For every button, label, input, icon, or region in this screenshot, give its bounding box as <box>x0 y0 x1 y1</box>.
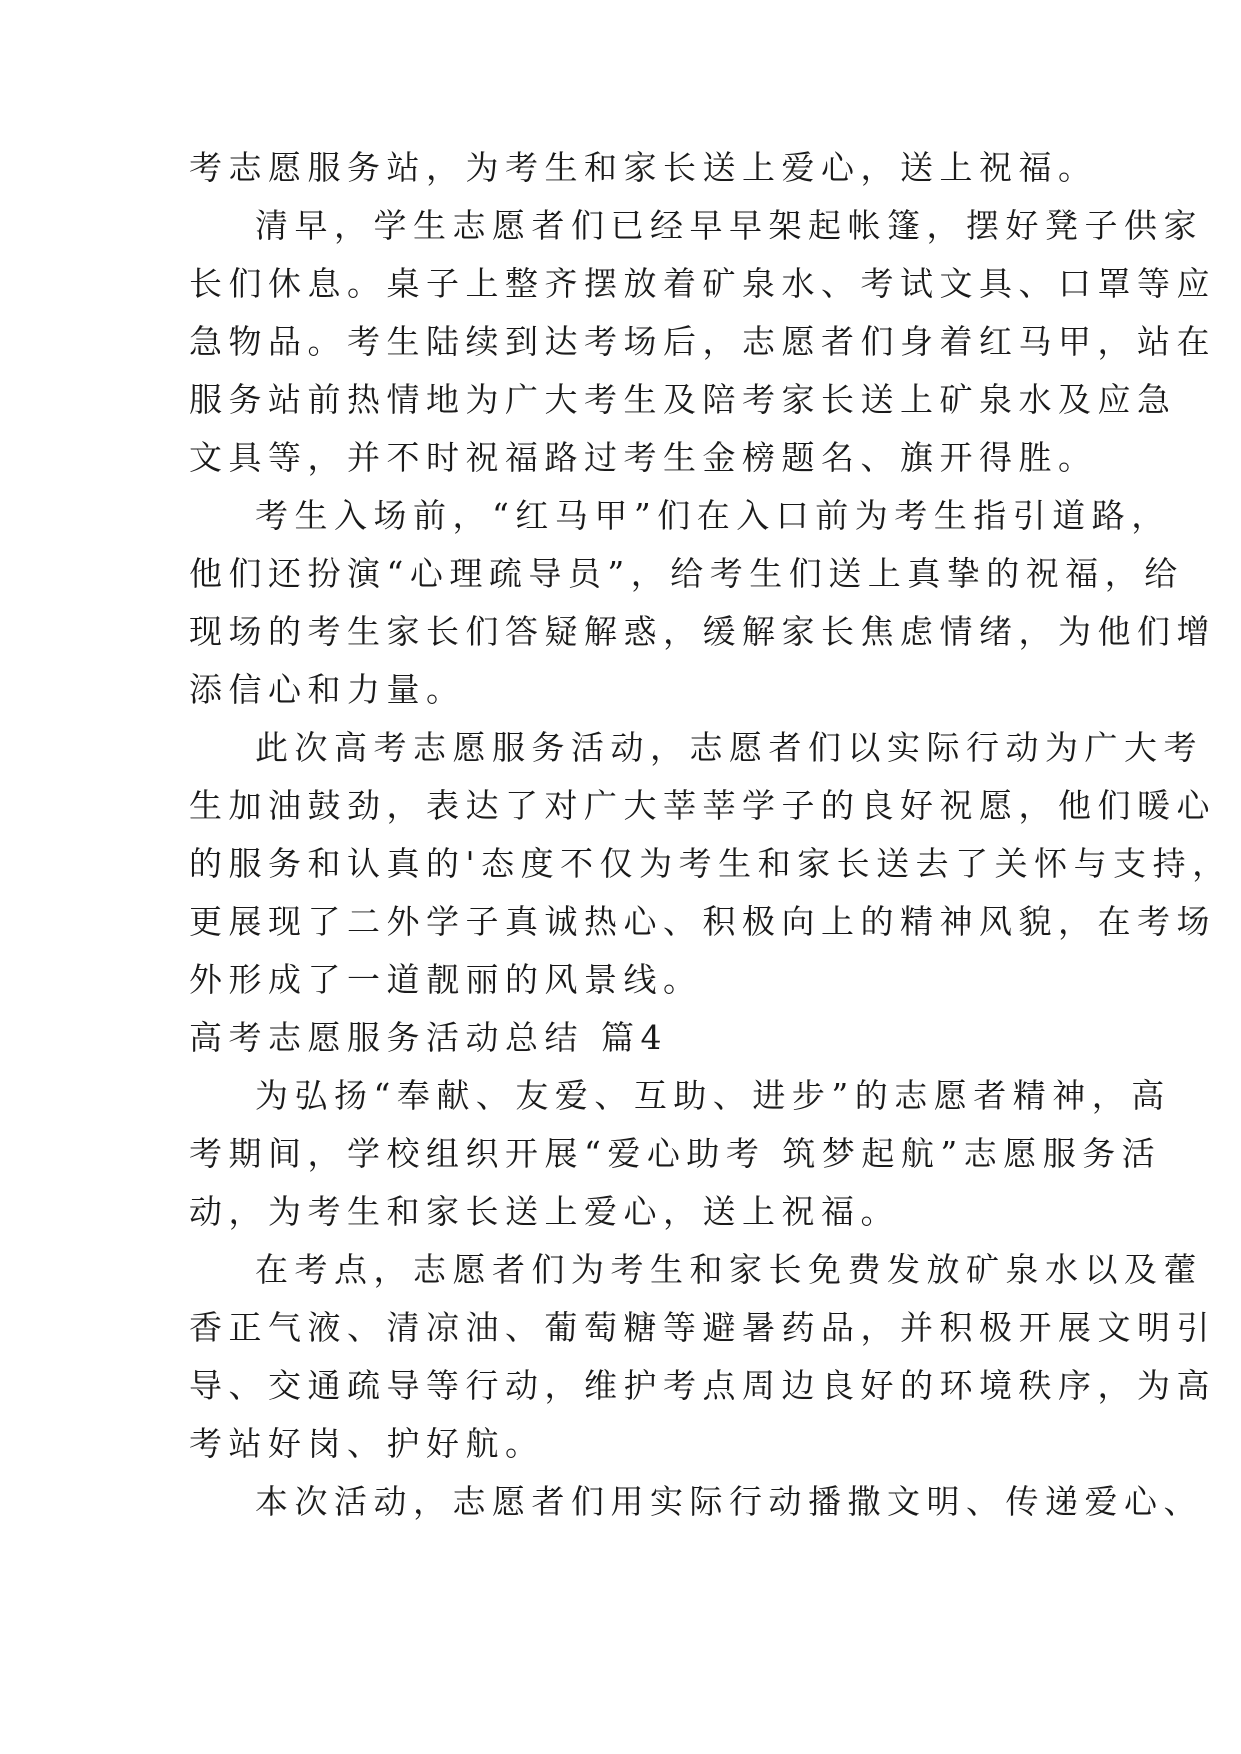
paragraph-line: 他们还扮演“心理疏导员”，给考生们送上真挚的祝福，给 <box>189 554 1184 593</box>
paragraph-line: 本次活动，志愿者们用实际行动播撒文明、传递爱心、 <box>255 1482 1203 1521</box>
paragraph-line: 清早，学生志愿者们已经早早架起帐篷，摆好凳子供家 <box>255 206 1203 245</box>
paragraph-line: 考生入场前，“红马甲”们在入口前为考生指引道路， <box>255 496 1171 535</box>
paragraph-line: 更展现了二外学子真诚热心、积极向上的精神风貌，在考场 <box>189 902 1216 941</box>
paragraph-line: 服务站前热情地为广大考生及陪考家长送上矿泉水及应急 <box>189 380 1177 419</box>
paragraph-line: 的服务和认真的'态度不仅为考生和家长送去了关怀与支持， <box>189 844 1232 883</box>
paragraph-line: 生加油鼓劲，表达了对广大莘莘学子的良好祝愿，他们暖心 <box>189 786 1216 825</box>
paragraph-line: 考志愿服务站，为考生和家长送上爱心，送上祝福。 <box>189 148 1098 187</box>
paragraph-line: 此次高考志愿服务活动，志愿者们以实际行动为广大考 <box>255 728 1203 767</box>
paragraph-line: 为弘扬“奉献、友爱、互助、进步”的志愿者精神，高 <box>255 1076 1171 1115</box>
paragraph-line: 添信心和力量。 <box>189 670 466 709</box>
paragraph-line: 文具等，并不时祝福路过考生金榜题名、旗开得胜。 <box>189 438 1098 477</box>
paragraph-line: 现场的考生家长们答疑解惑，缓解家长焦虑情绪，为他们增 <box>189 612 1216 651</box>
paragraph-line: 在考点，志愿者们为考生和家长免费发放矿泉水以及藿 <box>255 1250 1203 1289</box>
paragraph-line: 动，为考生和家长送上爱心，送上祝福。 <box>189 1192 900 1231</box>
paragraph-line: 导、交通疏导等行动，维护考点周边良好的环境秩序，为高 <box>189 1366 1216 1405</box>
paragraph-line: 长们休息。桌子上整齐摆放着矿泉水、考试文具、口罩等应 <box>189 264 1216 303</box>
paragraph-line: 外形成了一道靓丽的风景线。 <box>189 960 703 999</box>
paragraph-line: 考期间，学校组织开展“爱心助考 筑梦起航”志愿服务活 <box>189 1134 1162 1173</box>
paragraph-line: 急物品。考生陆续到达考场后，志愿者们身着红马甲，站在 <box>189 322 1216 361</box>
paragraph-line: 考站好岗、护好航。 <box>189 1424 545 1463</box>
paragraph-line: 香正气液、清凉油、葡萄糖等避暑药品，并积极开展文明引 <box>189 1308 1216 1347</box>
section-heading: 高考志愿服务活动总结 篇4 <box>189 1018 668 1057</box>
